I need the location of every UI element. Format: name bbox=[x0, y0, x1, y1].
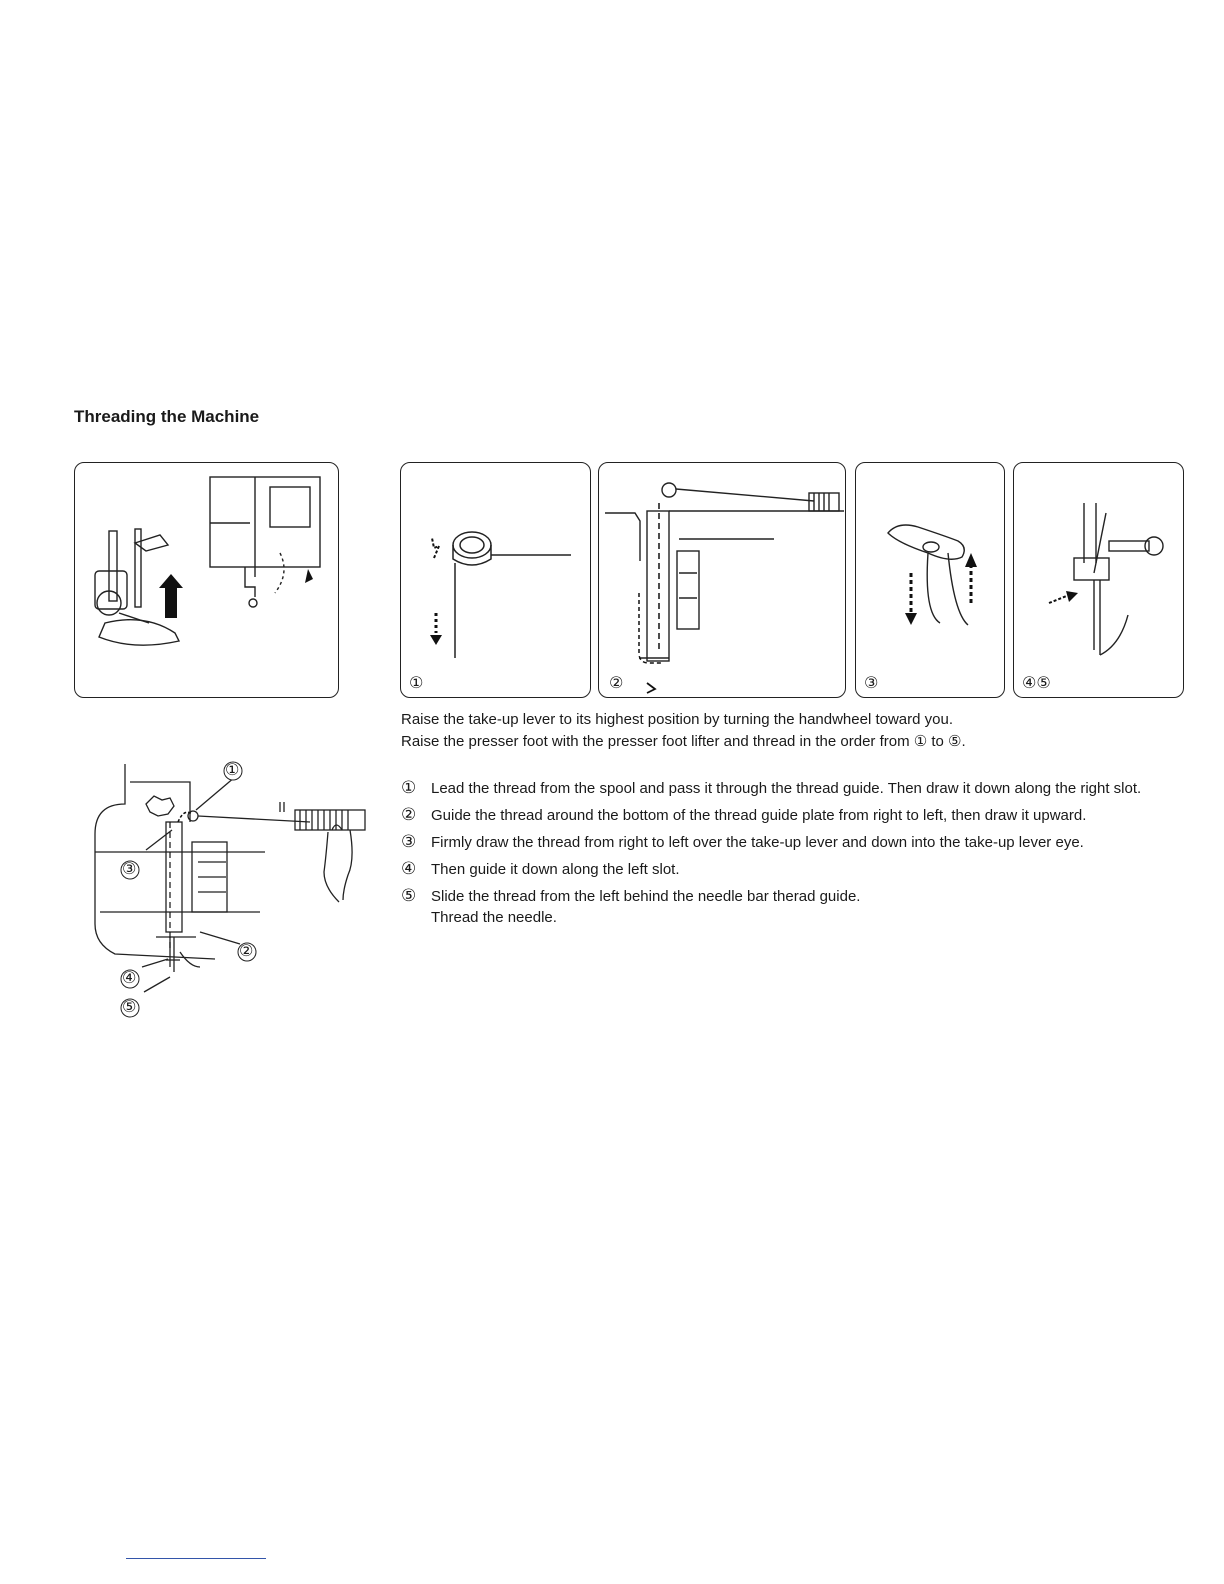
footer-divider bbox=[126, 1558, 266, 1559]
callout-1: ① bbox=[225, 760, 240, 779]
step-text: Firmly draw the thread from right to left over the take-up lever and down into the take-up lever eye. bbox=[431, 834, 1084, 851]
thread-plate-illustration bbox=[599, 463, 845, 697]
panel-1-label: ① bbox=[409, 673, 424, 692]
step-extra-text: Thread the needle. bbox=[431, 909, 557, 926]
step-number: ④ bbox=[401, 859, 417, 879]
intro-text bbox=[401, 709, 966, 753]
callout-5: ⑤ bbox=[122, 997, 137, 1016]
panel-2-label: ② bbox=[609, 673, 624, 692]
step-item-3 bbox=[401, 832, 1191, 853]
section-title: Threading the Machine bbox=[74, 407, 260, 426]
step-item-2 bbox=[401, 805, 1191, 826]
panel-45-label: ④⑤ bbox=[1022, 673, 1051, 692]
step-list bbox=[401, 778, 1191, 934]
step-text: Slide the thread from the left behind the needle bar therad guide. bbox=[431, 888, 861, 905]
step-number: ③ bbox=[401, 832, 417, 852]
threading-overview-diagram bbox=[70, 752, 380, 1027]
panel-3-label: ③ bbox=[864, 673, 879, 692]
callout-2: ② bbox=[239, 941, 254, 960]
step-number: ② bbox=[401, 805, 417, 825]
step-item-1 bbox=[401, 778, 1191, 799]
step-item-5 bbox=[401, 886, 1191, 928]
step-number: ① bbox=[401, 778, 417, 798]
machine-threading-illustration bbox=[70, 752, 380, 1022]
presser-foot-figure bbox=[74, 462, 339, 698]
step-text: Lead the thread from the spool and pass it through the thread guide. Then draw it down along the right slot. bbox=[431, 780, 1142, 797]
presser-foot-illustration bbox=[75, 463, 338, 697]
take-up-lever-illustration bbox=[856, 463, 1004, 697]
step2-figure bbox=[598, 462, 846, 698]
callout-4: ④ bbox=[122, 968, 137, 987]
spool-guide-illustration bbox=[401, 463, 590, 697]
step-text: Then guide it down along the left slot. bbox=[431, 861, 680, 878]
needle-bar-guide-illustration bbox=[1014, 463, 1183, 697]
step1-figure bbox=[400, 462, 591, 698]
step45-figure bbox=[1013, 462, 1184, 698]
callout-3: ③ bbox=[122, 859, 137, 878]
step-item-4 bbox=[401, 859, 1191, 880]
intro-line-2: Raise the presser foot with the presser foot lifter and thread in the order from ① to ⑤. bbox=[401, 733, 966, 750]
step3-figure bbox=[855, 462, 1005, 698]
step-number: ⑤ bbox=[401, 886, 417, 906]
step-text: Guide the thread around the bottom of the thread guide plate from right to left, then draw it upward. bbox=[431, 807, 1087, 824]
intro-line-1: Raise the take-up lever to its highest position by turning the handwheel toward you. bbox=[401, 711, 953, 728]
